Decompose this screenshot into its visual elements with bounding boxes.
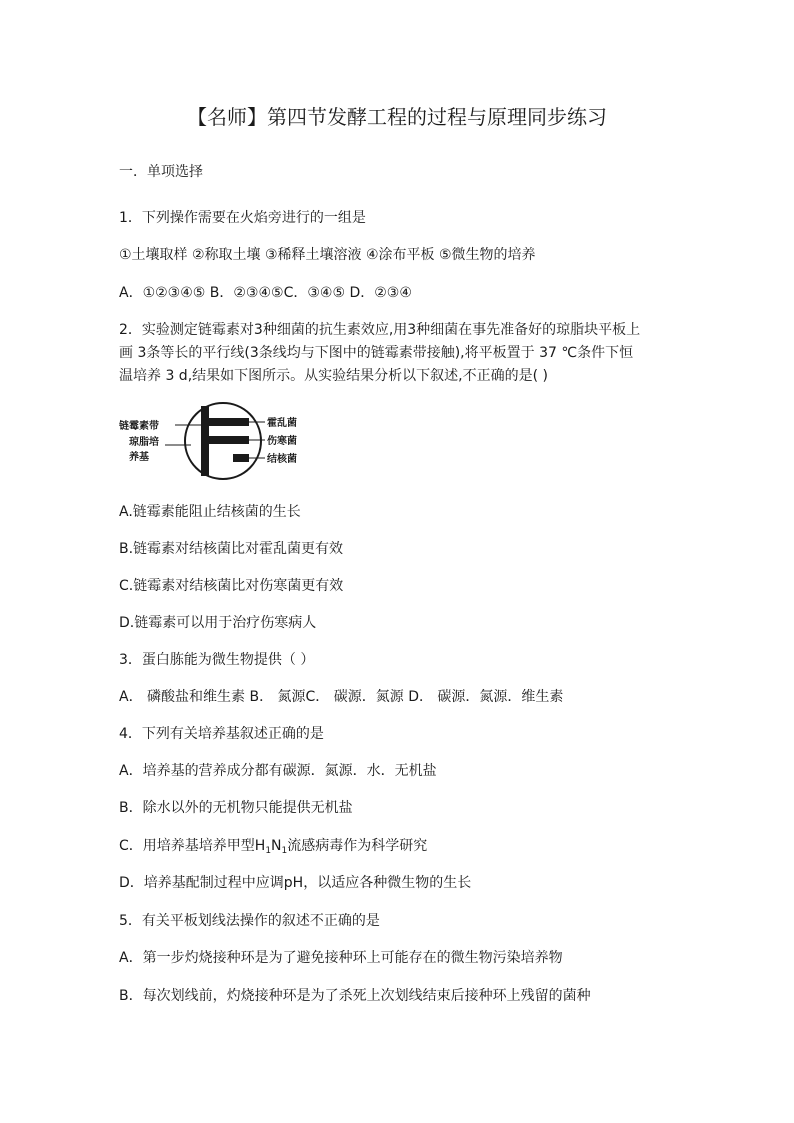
question-5-option-b: B．每次划线前，灼烧接种环是为了杀死上次划线结束后接种环上残留的菌种 <box>119 988 591 1004</box>
question-4-stem: 4．下列有关培养基叙述正确的是 <box>119 726 324 742</box>
option-c-text-post: 流感病毒作为科学研究 <box>287 838 428 854</box>
option-c-text-pre: C．用培养基培养甲型H <box>119 838 266 854</box>
question-5-option-a: A．第一步灼烧接种环是为了避免接种环上可能存在的微生物污染培养物 <box>119 950 563 966</box>
question-5-stem: 5．有关平板划线法操作的叙述不正确的是 <box>119 913 380 929</box>
cholera-streak <box>209 418 249 426</box>
question-3-stem: 3．蛋白胨能为微生物提供（ ） <box>119 652 315 668</box>
page-title: 【名师】第四节发酵工程的过程与原理同步练习 <box>187 105 607 129</box>
label-typhoid: 伤寒菌 <box>267 436 297 447</box>
question-1-stem: 1．下列操作需要在火焰旁进行的一组是 <box>119 210 366 226</box>
label-agar-line-1: 琼脂培 <box>129 437 159 448</box>
question-2-option-a: A.链霉素能阻止结核菌的生长 <box>119 504 301 520</box>
question-4-option-c <box>119 836 427 861</box>
label-tuberculosis: 结核菌 <box>267 454 297 465</box>
label-cholera: 霍乱菌 <box>267 418 297 429</box>
question-2-stem-line-3: 温培养 3 d,结果如下图所示。从实验结果分析以下叙述,不正确的是( ) <box>119 368 548 384</box>
subscript-h: 1 <box>265 846 272 856</box>
question-1-options: A．①②③④⑤ B．②③④⑤C．③④⑤ D．②③④ <box>119 285 412 301</box>
question-2-option-b: B.链霉素对结核菌比对霍乱菌更有效 <box>119 541 344 557</box>
section-heading: 一．单项选择 <box>119 164 203 180</box>
question-3-options: A． 磷酸盐和维生素 B． 氮源C． 碳源．氮源 D． 碳源．氮源．维生素 <box>119 689 564 705</box>
question-2-option-c: C.链霉素对结核菌比对伤寒菌更有效 <box>119 578 344 594</box>
question-4-option-b: B．除水以外的无机物只能提供无机盐 <box>119 800 353 816</box>
label-streptomycin-strip: 链霉素带 <box>119 421 159 432</box>
question-4-option-a: A．培养基的营养成分都有碳源．氮源．水．无机盐 <box>119 763 437 779</box>
question-2-stem-line-2: 画 3条等长的平行线(3条线均与下图中的链霉素带接触),将平板置于 37 ℃条件下恒 <box>119 345 634 361</box>
subscript-n: 1 <box>281 846 288 856</box>
question-1-items: ①土壤取样 ②称取土壤 ③稀释土壤溶液 ④涂布平板 ⑤微生物的培养 <box>119 247 536 263</box>
tuberculosis-streak <box>233 454 249 462</box>
typhoid-streak <box>209 436 249 444</box>
question-2-stem-line-1: 2．实验测定链霉素对3种细菌的抗生素效应,用3种细菌在事先准备好的琼脂块平板上 <box>119 322 641 338</box>
agar-plate-figure <box>117 398 317 488</box>
streptomycin-strip <box>201 406 209 476</box>
label-agar-line-2: 养基 <box>129 452 149 463</box>
question-4-option-d: D．培养基配制过程中应调pH，以适应各种微生物的生长 <box>119 875 472 891</box>
option-c-n: N <box>271 838 282 854</box>
question-2-option-d: D.链霉素可以用于治疗伤寒病人 <box>119 615 317 631</box>
